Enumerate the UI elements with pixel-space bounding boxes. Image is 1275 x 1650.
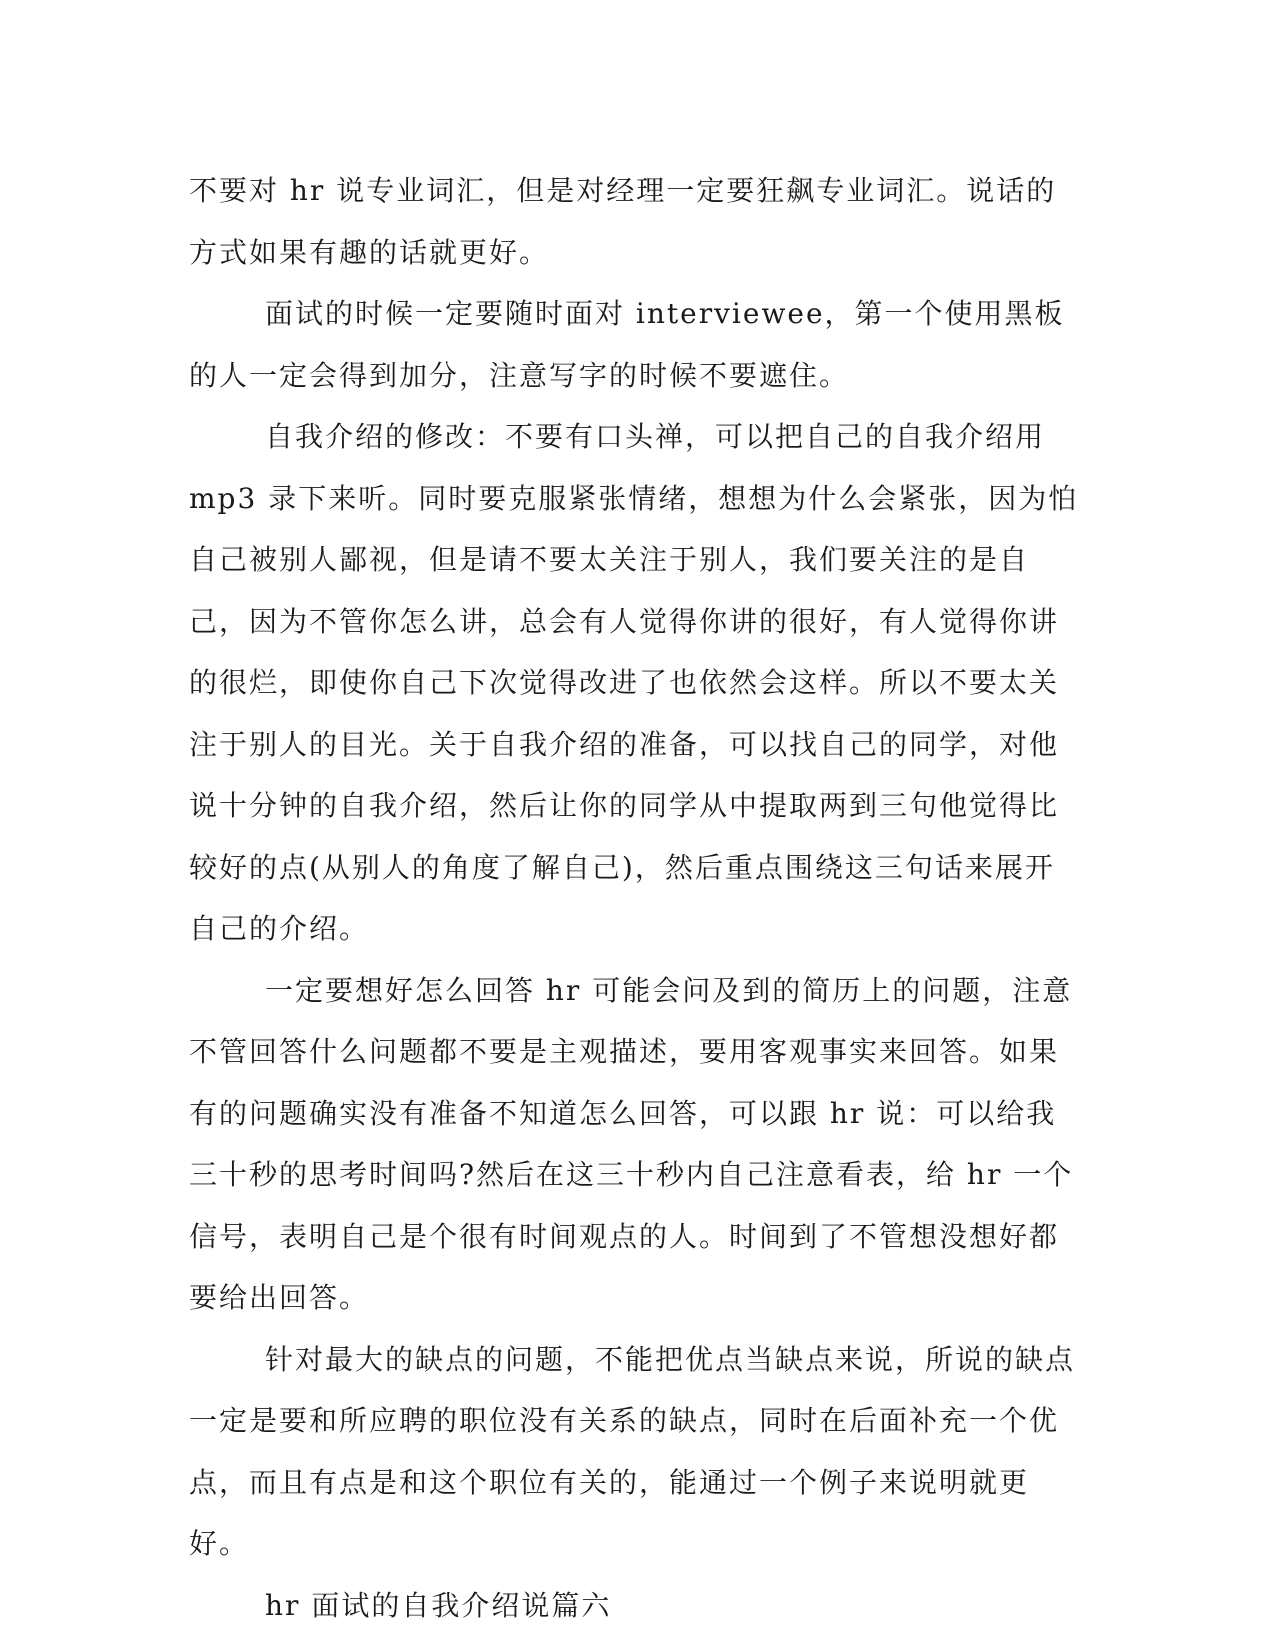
paragraph-biggest-weakness: 针对最大的缺点的问题，不能把优点当缺点来说，所说的缺点一定是要和所应聘的职位没有关系的缺点，同时在后面补充一个优点，而且有点是和这个职位有关的，能通过一个例子来说明就更好。 [189, 1342, 1076, 1560]
paragraph-face-interviewee: 面试的时候一定要随时面对 interviewee，第一个使用黑板的人一定会得到加分，注意写字的时候不要遮住。 [189, 297, 1065, 392]
section-heading: hr 面试的自我介绍说篇六 [265, 1588, 612, 1622]
paragraph-hr-vocabulary: 不要对 hr 说专业词汇，但是对经理一定要狂飙专业词汇。说话的方式如果有趣的话就更好。 [189, 174, 1057, 269]
paragraph-self-introduction: 自我介绍的修改：不要有口头禅，可以把自己的自我介绍用 mp3 录下来听。同时要克服紧张情绪，想想为什么会紧张，因为怕自己被别人鄙视，但是请不要太关注于别人，我们要关注的是自己，因为不管你怎么讲，总会有人觉得你讲的很好，有人觉得你讲的很烂，即使你自己下次觉得改进了也依然会这样。所以不要太关注于别人的目光。关于自我介绍的准备，可以找自己的同学，对他说十分钟的自我介绍，然后让你的同学从中提取两到三句他觉得比较好的点(从别人的角度了解自己)，然后重点围绕这三句话来展开自己的介绍。 [189, 420, 1079, 945]
document-body [189, 160, 1079, 1636]
paragraph-resume-questions: 一定要想好怎么回答 hr 可能会问及到的简历上的问题，注意不管回答什么问题都不要是主观描述，要用客观事实来回答。如果有的问题确实没有准备不知道怎么回答，可以跟 hr 说：可以给我三十秒的思考时间吗?然后在这三十秒内自己注意看表，给 hr 一个信号，表明自己是个很有时间观点的人。时间到了不管想没想好都要给出回答。 [189, 973, 1074, 1314]
